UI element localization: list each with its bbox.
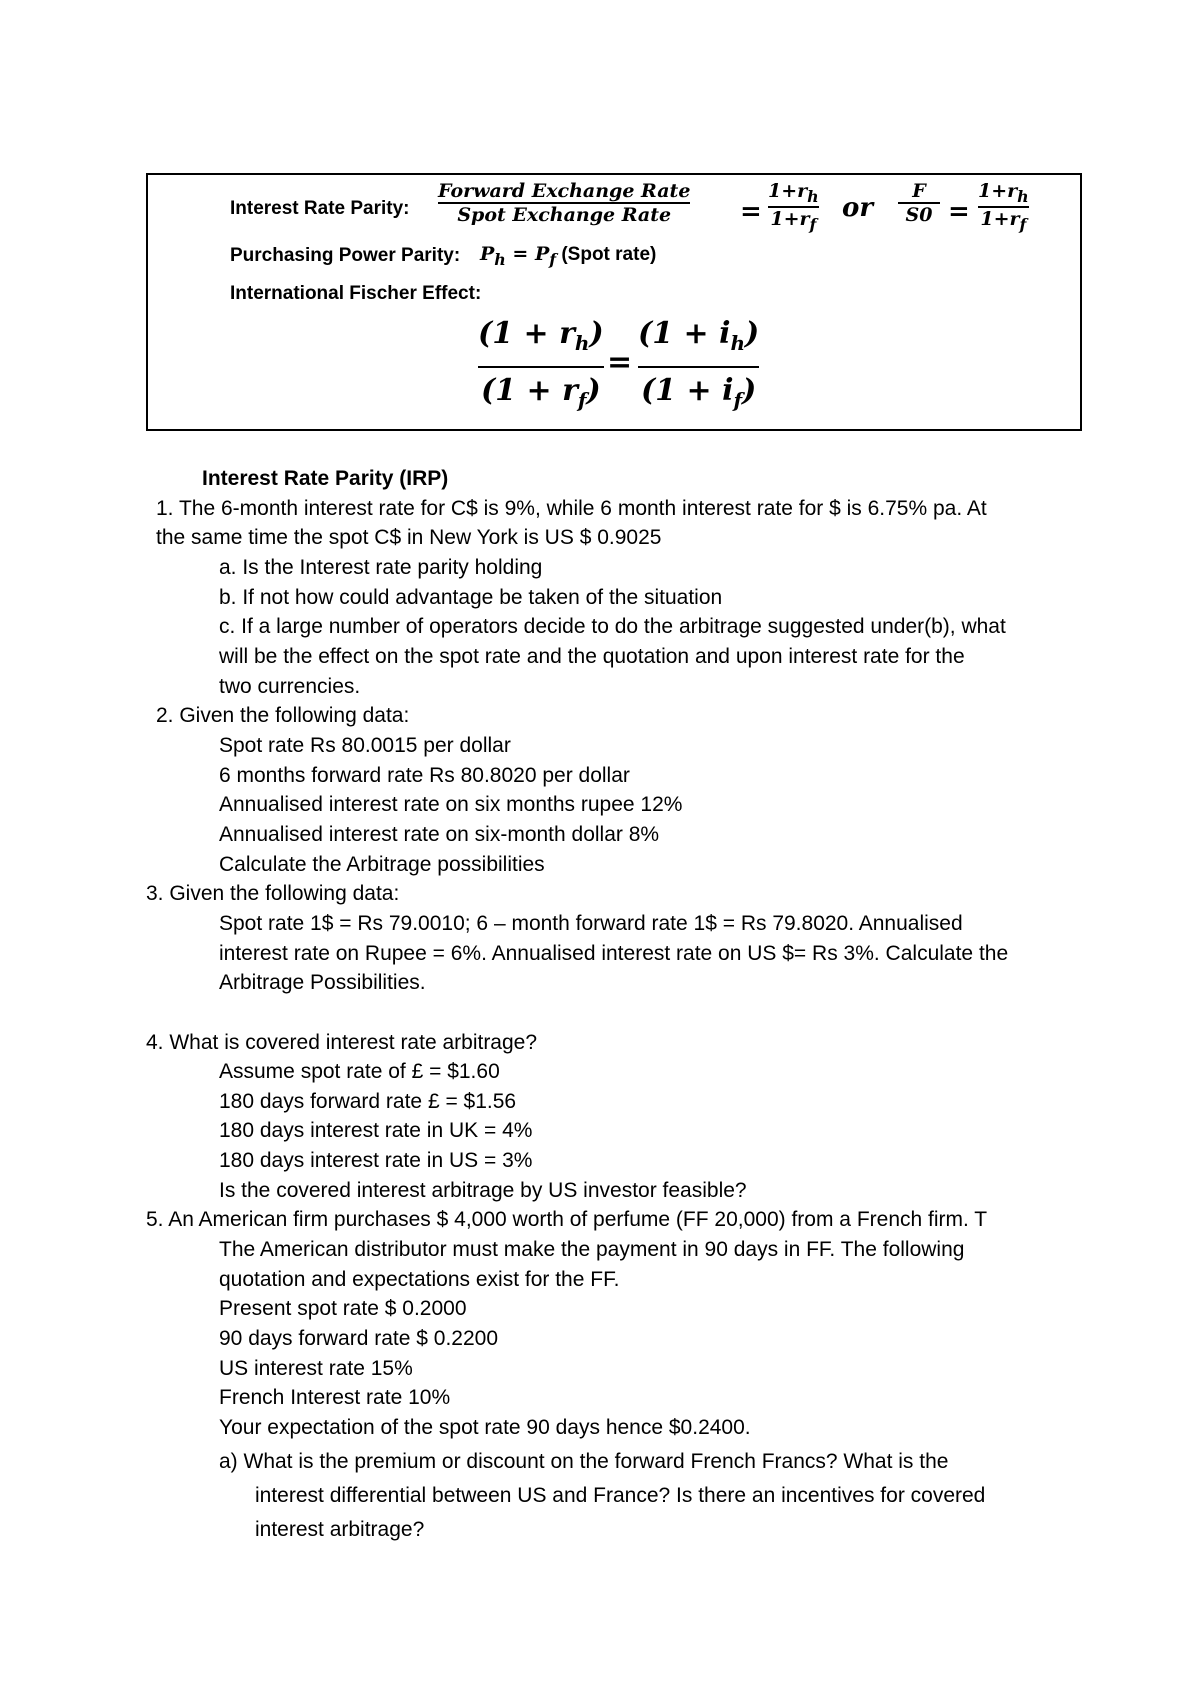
question-2-item: Calculate the Arbitrage possibilities — [219, 853, 545, 876]
question-2-item: Spot rate Rs 80.0015 per dollar — [219, 734, 511, 757]
rate-ratio-denominator: $1+r_f$ — [770, 207, 817, 234]
ife-label: International Fischer Effect: — [230, 283, 482, 304]
question-1c-line-3: two currencies. — [219, 675, 361, 698]
equals-sign-2: = — [948, 197, 970, 227]
question-4-item: 180 days forward rate £ = $1.56 — [219, 1090, 517, 1113]
question-4-heading: 4. What is covered interest rate arbitrage? — [146, 1031, 538, 1054]
question-5a-line-1: a) What is the premium or discount on the forward French Francs? What is the — [219, 1450, 949, 1473]
question-4-item: Assume spot rate of £ = $1.60 — [219, 1060, 500, 1083]
question-4-item: 180 days interest rate in US = 3% — [219, 1149, 533, 1172]
equals-sign-1: = — [740, 197, 762, 227]
ppp-label: Purchasing Power Parity: — [230, 245, 461, 266]
question-5-item: Present spot rate $ 0.2000 — [219, 1297, 467, 1320]
rate-ratio-denominator: $1+r_f$ — [980, 207, 1027, 234]
question-4-item: Is the covered interest arbitrage by US investor feasible? — [219, 1179, 747, 1202]
rate-ratio-numerator: $1+r_h$ — [768, 180, 819, 206]
question-5-line-3: quotation and expectations exist for the FF. — [219, 1268, 620, 1291]
question-5-line-1: 5. An American firm purchases $ 4,000 worth of perfume (FF 20,000) from a French firm. T — [146, 1208, 988, 1231]
ife-rhs-fraction — [638, 311, 759, 423]
question-3-line-3: Arbitrage Possibilities. — [219, 971, 426, 994]
question-1c-line-1: c. If a large number of operators decide to do the arbitrage suggested under(b), what — [219, 615, 1006, 638]
ife-lhs-fraction — [478, 311, 604, 423]
irp-denominator: Spot Exchange Rate — [457, 204, 672, 226]
rate-ratio-numerator: $1+r_h$ — [978, 180, 1029, 206]
ife-rhs-denominator: $(1 + i_f)$ — [640, 373, 757, 412]
question-5-line-2: The American distributor must make the payment in 90 days in FF. The following — [219, 1238, 965, 1261]
ife-lhs-numerator: $(1 + r_h)$ — [478, 316, 604, 355]
irp-numerator: Forward Exchange Rate — [438, 180, 691, 202]
f-numerator: F — [912, 180, 926, 202]
rate-ratio-fraction — [768, 180, 819, 234]
question-5a-line-3: interest arbitrage? — [255, 1518, 425, 1541]
question-5-item: Your expectation of the spot rate 90 days hence $0.2400. — [219, 1416, 751, 1439]
question-5-item: US interest rate 15% — [219, 1357, 413, 1380]
question-5-item: French Interest rate 10% — [219, 1386, 451, 1409]
question-1c-line-2: will be the effect on the spot rate and the quotation and upon interest rate for the — [219, 645, 965, 668]
question-5-item: 90 days forward rate $ 0.2200 — [219, 1327, 499, 1350]
question-2-heading: 2. Given the following data: — [156, 704, 410, 727]
question-1-line-2: the same time the spot C$ in New York is US $ 0.9025 — [156, 526, 662, 549]
question-3-heading: 3. Given the following data: — [146, 882, 400, 905]
question-5a-line-2: interest differential between US and France? Is there an incentives for covered — [255, 1484, 986, 1507]
question-3-line-2: interest rate on Rupee = 6%. Annualised interest rate on US $= Rs 3%. Calculate the — [219, 942, 1009, 965]
or-word: or — [842, 193, 874, 223]
irp-label: Interest Rate Parity: — [230, 198, 410, 219]
irp-ratio-fraction — [438, 180, 690, 226]
question-2-item: Annualised interest rate on six months rupee 12% — [219, 793, 683, 816]
question-4-item: 180 days interest rate in UK = 4% — [219, 1119, 533, 1142]
question-3-line-1: Spot rate 1$ = Rs 79.0010; 6 – month forward rate 1$ = Rs 79.8020. Annualised — [219, 912, 963, 935]
ppp-formula: $P_h = P_f$ (Spot rate) — [480, 243, 657, 269]
question-2-item: Annualised interest rate on six-month dollar 8% — [219, 823, 660, 846]
ife-equals-sign: = — [607, 345, 633, 380]
formula-box — [146, 173, 1082, 431]
rate-ratio-fraction-2 — [978, 180, 1029, 234]
question-2-item: 6 months forward rate Rs 80.8020 per dollar — [219, 764, 630, 787]
ife-lhs-denominator: $(1 + r_f)$ — [480, 373, 601, 412]
section-heading: Interest Rate Parity (IRP) — [202, 467, 449, 490]
question-1a: a. Is the Interest rate parity holding — [219, 556, 543, 579]
f-s0-fraction — [898, 180, 940, 226]
question-1b: b. If not how could advantage be taken of the situation — [219, 586, 723, 609]
question-1-line-1: 1. The 6-month interest rate for C$ is 9%, while 6 month interest rate for $ is 6.75% pa. At — [156, 497, 987, 520]
s0-denominator: S0 — [905, 204, 933, 226]
ife-rhs-numerator: $(1 + i_h)$ — [638, 316, 760, 355]
